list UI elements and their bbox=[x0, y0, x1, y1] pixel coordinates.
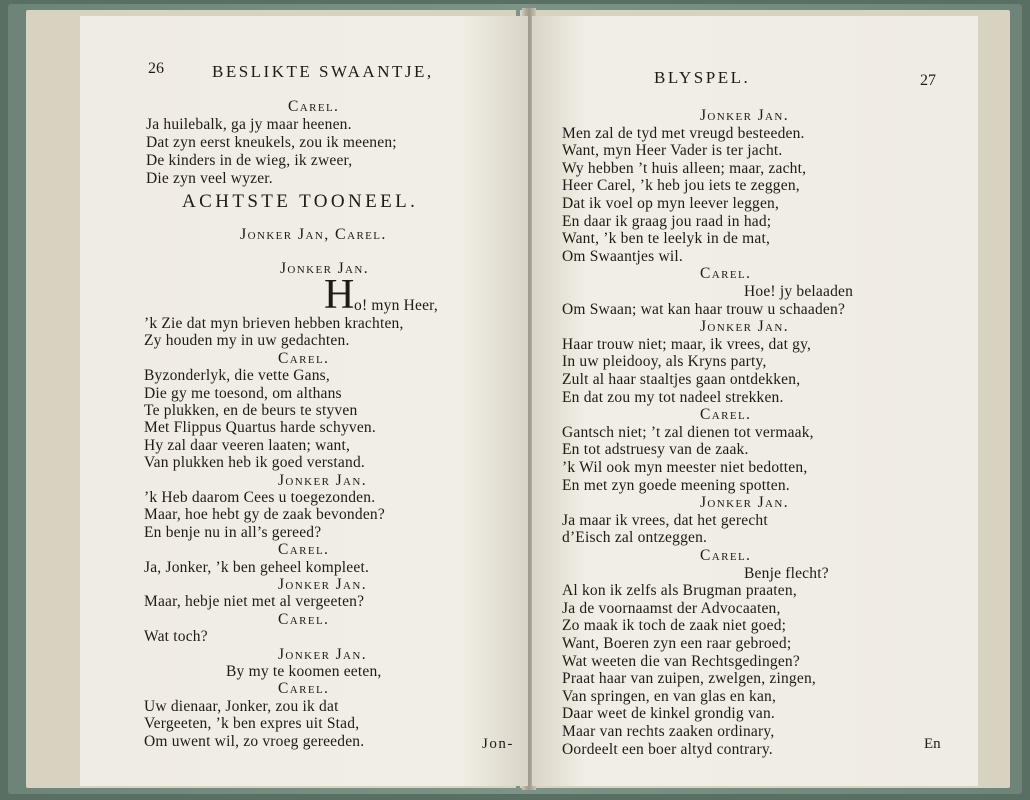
verse-line: Die gy me toesond, om althans bbox=[144, 384, 342, 402]
verse-line: Vergeeten, ’k ben expres uit Stad, bbox=[144, 715, 360, 733]
speaker-label: Carel. bbox=[278, 610, 330, 628]
verse-line: Uw dienaar, Jonker, zou ik dat bbox=[144, 697, 339, 715]
verse-line: Want, myn Heer Vader is ter jacht. bbox=[562, 142, 783, 160]
verse-line: Ja maar ik vrees, dat het gerecht bbox=[562, 511, 768, 529]
verse-line: Benje flecht? bbox=[744, 564, 829, 582]
speaker-label: Carel. bbox=[700, 265, 752, 283]
verse-line: Zult al haar staaltjes gaan ontdekken, bbox=[562, 371, 801, 388]
speaker-label: Carel. bbox=[288, 98, 340, 115]
speaker-label: Carel. bbox=[278, 541, 330, 559]
verse-line: Wat toch? bbox=[144, 628, 208, 646]
verse-line: Maar, hoe hebt gy de zaak bevonden? bbox=[144, 506, 385, 524]
verse-line: ’k Zie dat myn brieven hebben krachten, bbox=[144, 315, 404, 332]
verse-line: Ja, Jonker, ’k ben geheel kompleet. bbox=[144, 558, 370, 576]
verse-line: Heer Carel, ’k heb jou iets te zeggen, bbox=[562, 177, 800, 195]
speaker-label: Jonker Jan. bbox=[700, 318, 789, 336]
verse-line: Ja de voornaamst der Advocaaten, bbox=[562, 599, 781, 617]
verse-line: o! myn Heer, bbox=[354, 297, 438, 314]
verse-line: By my te koomen eeten, bbox=[226, 663, 382, 680]
verse-line: Om Swaantjes wil. bbox=[562, 247, 683, 265]
verse-line: Om Swaan; wat kan haar trouw u schaaden? bbox=[562, 300, 846, 318]
speaker-label: Carel. bbox=[278, 349, 330, 367]
scene-title: ACHTSTE TOONEEL. bbox=[182, 191, 419, 212]
verse-line: Maar van rechts zaaken ordinary, bbox=[562, 723, 775, 740]
verse-line: Hy zal daar veeren laaten; want, bbox=[144, 436, 351, 454]
verse-line: Hoe! jy belaaden bbox=[744, 283, 854, 300]
speaker-label: Jonker Jan. bbox=[278, 471, 367, 489]
verse-line: ’k Heb daarom Cees u toegezonden. bbox=[144, 489, 376, 506]
page-number: 26 bbox=[148, 60, 164, 77]
verse-line: Die zyn veel wyzer. bbox=[146, 170, 273, 187]
verse-line: En daar ik graag jou raad in had; bbox=[562, 212, 772, 230]
catchword: Jon- bbox=[482, 736, 514, 752]
speaker-label: Jonker Jan. bbox=[700, 107, 789, 124]
right-page bbox=[532, 16, 978, 786]
verse-line: Want, ’k ben te leelyk in de mat, bbox=[562, 230, 771, 248]
catchword: En bbox=[924, 736, 941, 752]
verse-line: Haar trouw niet; maar, ik vrees, dat gy, bbox=[562, 335, 812, 353]
verse-line: Van plukken heb ik goed verstand. bbox=[144, 454, 365, 472]
verse-line: Men zal de tyd met vreugd besteeden. bbox=[562, 124, 805, 142]
verse-line: En benje nu in all’s gereed? bbox=[144, 523, 322, 541]
speaker-label: Jonker Jan. bbox=[280, 260, 369, 277]
verse-line: Gantsch niet; ’t zal dienen tot vermaak, bbox=[562, 423, 814, 441]
speaker-label: Carel. bbox=[278, 680, 330, 698]
verse-line: Al kon ik zelfs als Brugman praaten, bbox=[562, 582, 797, 600]
verse-line: In uw pleidooy, als Kryns party, bbox=[562, 353, 767, 371]
verse-line: Ja huilebalk, ga jy maar heenen. bbox=[146, 116, 352, 133]
speaker-label: Jonker Jan. bbox=[700, 494, 789, 512]
verse-line: Zo maak ik toch de zaak niet goed; bbox=[562, 617, 787, 635]
verse-line: Dat zyn eerst kneukels, zou ik meenen; bbox=[146, 134, 397, 151]
left-page bbox=[80, 16, 528, 786]
verse-line: Praat haar van zuipen, zwelgen, zingen, bbox=[562, 670, 816, 688]
verse-line: Maar, hebje niet met al vergeeten? bbox=[144, 593, 365, 611]
drop-cap: H bbox=[324, 272, 355, 318]
running-head: BLYSPEL. bbox=[654, 68, 751, 87]
verse-line: En met zyn goede meening spotten. bbox=[562, 476, 790, 494]
speaker-label: Jonker Jan. bbox=[278, 645, 367, 663]
verse-line: Om uwent wil, zo vroeg gereeden. bbox=[144, 732, 365, 750]
verse-line: Wy hebben ’t huis alleen; maar, zacht, bbox=[562, 159, 807, 177]
verse-line: Daar weet de kinkel grondig van. bbox=[562, 705, 775, 723]
scene-cast: Jonker Jan, Carel. bbox=[240, 226, 387, 243]
speaker-label: Carel. bbox=[700, 547, 752, 564]
verse-line: Met Flippus Quartus harde schyven. bbox=[144, 419, 376, 437]
verse-line: De kinders in de wieg, ik zweer, bbox=[146, 152, 353, 169]
verse-line: ’k Wil ook myn meester niet bedotten, bbox=[562, 459, 808, 476]
verse-line: Dat ik voel op myn leever leggen, bbox=[562, 195, 780, 212]
verse-line: En tot adstruesy van de zaak. bbox=[562, 441, 749, 459]
verse-line: Wat weeten die van Rechtsgedingen? bbox=[562, 652, 800, 670]
verse-line: Oordeelt een boer altyd contrary. bbox=[562, 740, 773, 758]
verse-line: d’Eisch zal ontzeggen. bbox=[562, 529, 708, 547]
verse-line: Want, Boeren zyn een raar gebroed; bbox=[562, 635, 792, 652]
speaker-label: Jonker Jan. bbox=[278, 576, 367, 593]
verse-line: Zy houden my in uw gedachten. bbox=[144, 332, 350, 350]
verse-line: Byzonderlyk, die vette Gans, bbox=[144, 367, 330, 385]
page-number: 27 bbox=[920, 72, 936, 89]
verse-line: Te plukken, en de beurs te styven bbox=[144, 402, 358, 419]
verse-line: En dat zou my tot nadeel strekken. bbox=[562, 388, 784, 406]
running-head: BESLIKTE SWAANTJE, bbox=[212, 62, 434, 81]
verse-line: Van springen, en van glas en kan, bbox=[562, 687, 777, 705]
speaker-label: Carel. bbox=[700, 406, 752, 424]
